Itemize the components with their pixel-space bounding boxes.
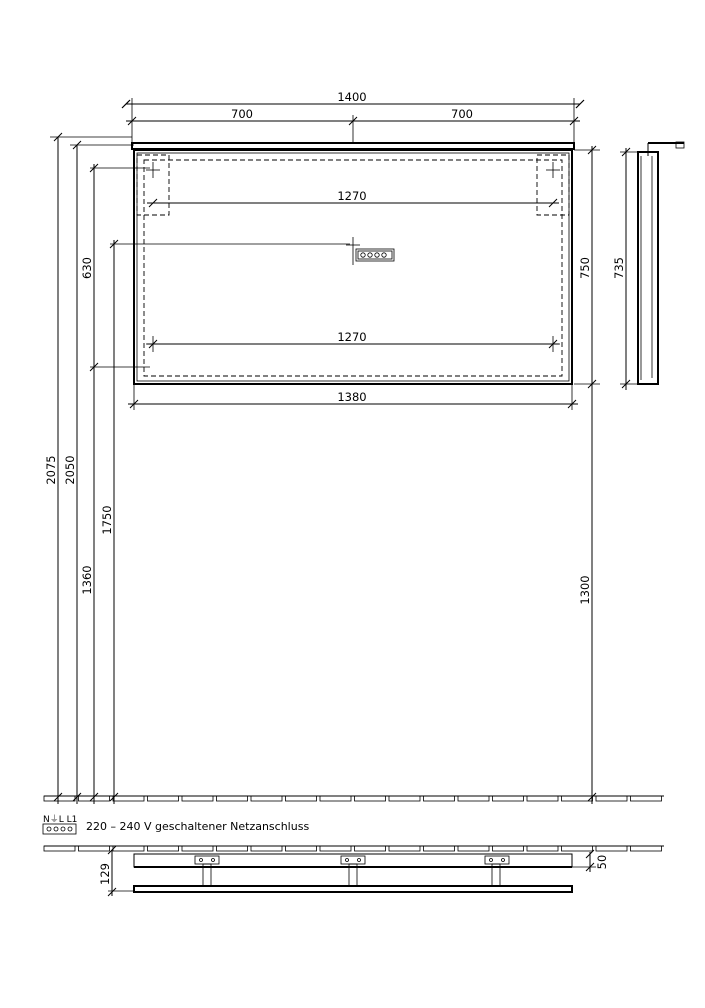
floor-segment <box>113 796 144 801</box>
dim-1360: 1360 <box>80 565 94 595</box>
floor-segment <box>286 846 317 851</box>
floor-segment <box>182 846 213 851</box>
floor-segment <box>44 846 75 851</box>
legend-terminal-icon <box>43 824 76 834</box>
top-view <box>108 846 596 896</box>
dim-2075: 2075 <box>44 455 58 485</box>
dim-1400: 1400 <box>337 90 367 104</box>
floor-segment <box>527 846 558 851</box>
floor-segment <box>389 846 420 851</box>
floor-line-lower <box>44 846 664 851</box>
floor-segment <box>44 796 75 801</box>
floor-segment <box>493 796 524 801</box>
vertical-dimensions <box>50 133 600 804</box>
dim-1300: 1300 <box>578 575 592 605</box>
dim-700-right: 700 <box>451 107 473 121</box>
floor-segment <box>596 796 627 801</box>
floor-segment <box>217 846 248 851</box>
mirror-frame <box>134 150 572 384</box>
side-view <box>620 142 684 390</box>
top-view-light <box>134 886 572 892</box>
floor-segment <box>217 796 248 801</box>
floor-segment <box>458 846 489 851</box>
dim-630: 630 <box>80 257 94 279</box>
floor-segment <box>493 846 524 851</box>
floor-segment <box>631 796 662 801</box>
floor-segment <box>251 796 282 801</box>
floor-segment <box>355 846 386 851</box>
floor-segment <box>251 846 282 851</box>
floor-segment <box>79 846 110 851</box>
floor-segment <box>286 796 317 801</box>
dim-1750: 1750 <box>100 505 114 535</box>
floor-segment <box>355 796 386 801</box>
dim-750: 750 <box>578 257 592 279</box>
floor-segment <box>458 796 489 801</box>
terminal-block <box>353 249 394 265</box>
dim-2050: 2050 <box>63 455 77 485</box>
floor-segment <box>320 846 351 851</box>
floor-segment <box>389 796 420 801</box>
floor-segment <box>562 796 593 801</box>
floor-segment <box>527 796 558 801</box>
floor-line <box>44 796 664 801</box>
dim-1380: 1380 <box>337 390 367 404</box>
floor-segment <box>631 846 662 851</box>
floor-segment <box>148 846 179 851</box>
floor-segment <box>148 796 179 801</box>
dim-129: 129 <box>98 863 112 885</box>
front-view <box>132 143 574 384</box>
dim-735: 735 <box>612 257 626 279</box>
dim-700-left: 700 <box>231 107 253 121</box>
floor-segment <box>562 846 593 851</box>
floor-segment <box>320 796 351 801</box>
dim-1270-upper: 1270 <box>337 189 367 203</box>
terminal-labels: N⏚L L1 <box>43 815 78 825</box>
floor-segment <box>596 846 627 851</box>
floor-segment <box>113 846 144 851</box>
dim-1270-lower: 1270 <box>337 330 367 344</box>
dim-50: 50 <box>595 854 609 870</box>
floor-segment <box>182 796 213 801</box>
legend-text: 220 – 240 V geschaltener Netzanschluss <box>86 820 310 833</box>
legend <box>43 814 309 834</box>
floor-segment <box>424 846 455 851</box>
floor-segment <box>424 796 455 801</box>
